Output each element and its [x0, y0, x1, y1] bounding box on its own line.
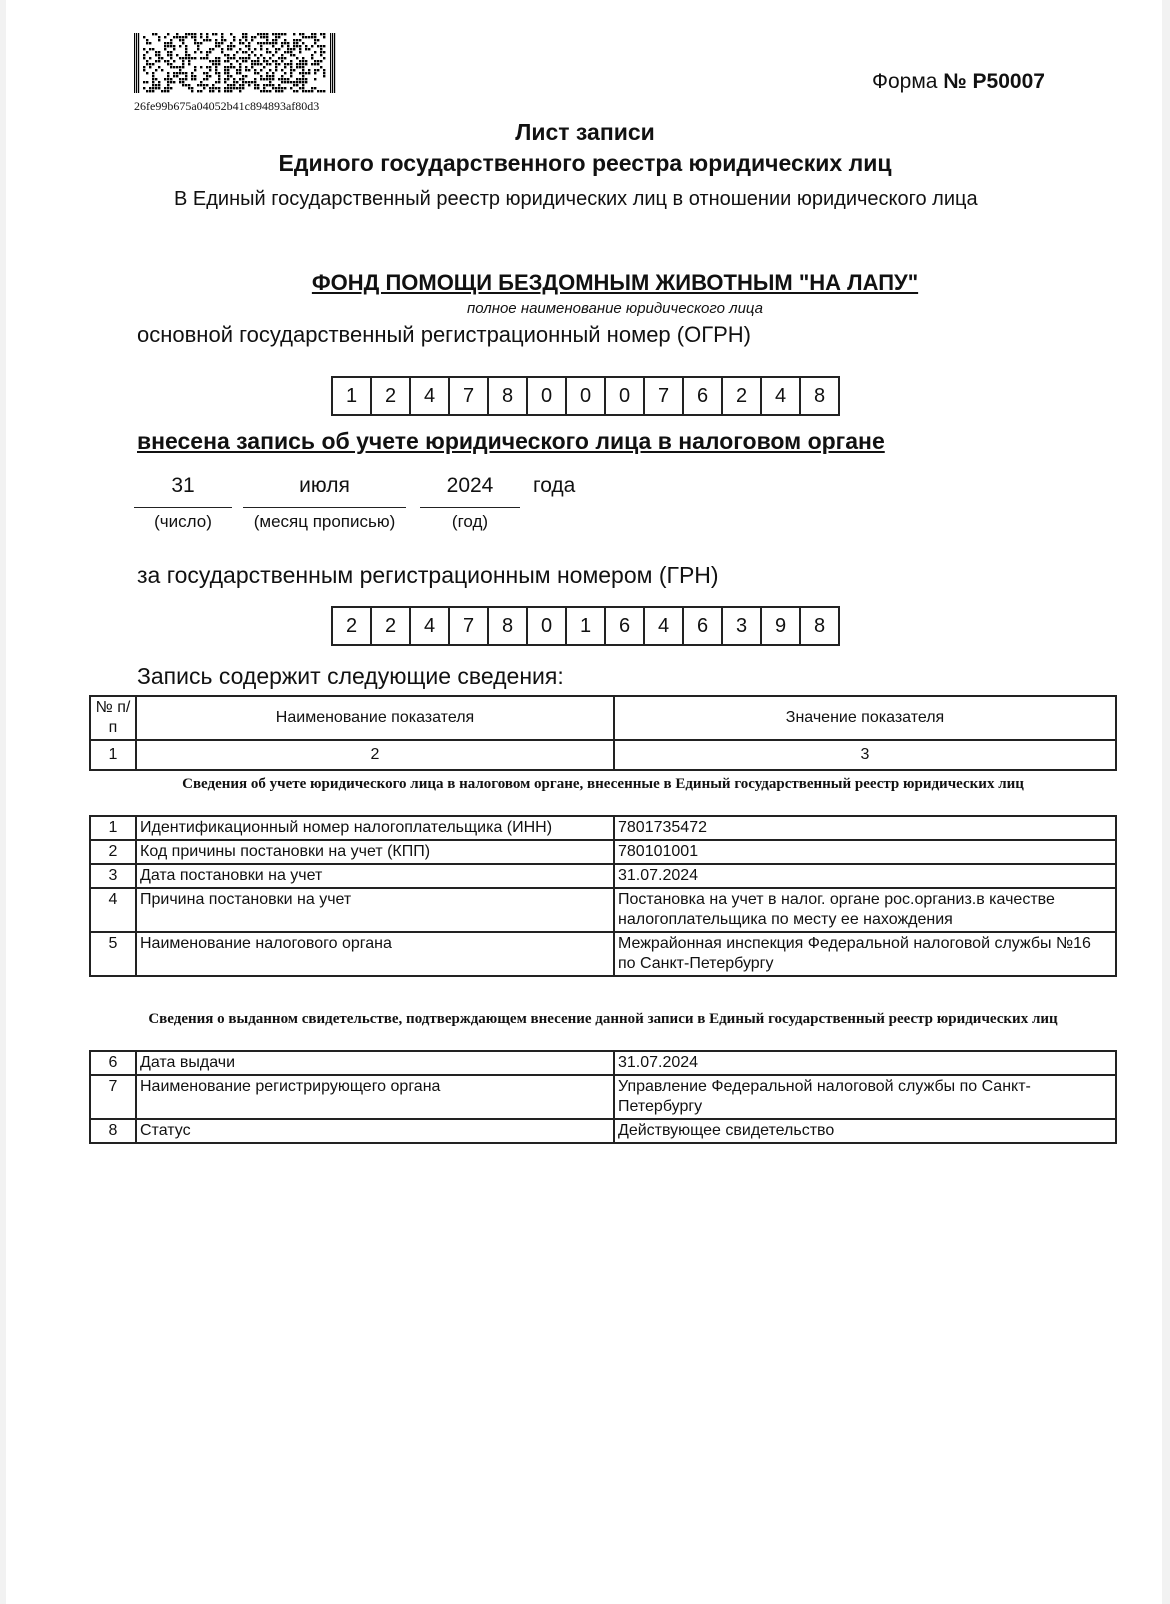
row-value: 31.07.2024 [614, 864, 1116, 888]
date-year-line [420, 507, 520, 508]
date-year: 2024 [446, 474, 494, 497]
row-number: 8 [90, 1119, 136, 1143]
digit-box: 8 [489, 376, 528, 416]
digit-box: 8 [801, 606, 840, 646]
row-value: 7801735472 [614, 816, 1116, 840]
digit-box: 7 [450, 376, 489, 416]
row-value: Управление Федеральной налоговой службы по Санкт-Петербургу [614, 1075, 1116, 1119]
row-name: Статус [136, 1119, 614, 1143]
row-value: Межрайонная инспекция Федеральной налоговой службы №16 по Санкт-Петербургу [614, 932, 1116, 976]
digit-box: 1 [567, 606, 606, 646]
section-certificate-title: Сведения о выданном свидетельстве, подтверждающем внесение данной записи в Единый государственный реестр юридических лиц [148, 1011, 1058, 1027]
table-row [90, 864, 1116, 888]
digit-box: 0 [528, 376, 567, 416]
row-name: Дата выдачи [136, 1051, 614, 1075]
digit-box: 7 [645, 376, 684, 416]
date-suffix: года [533, 474, 576, 497]
digit-box: 0 [528, 606, 567, 646]
organization-name: ФОНД ПОМОЩИ БЕЗДОМНЫМ ЖИВОТНЫМ "НА ЛАПУ" [311, 270, 919, 295]
row-number: 5 [90, 932, 136, 976]
grn-digit-boxes [331, 606, 840, 646]
info-table-header [89, 695, 1117, 771]
date-day-caption: (число) [154, 512, 212, 531]
form-code: № Р50007 [943, 70, 1045, 93]
form-number [872, 70, 1045, 94]
digit-box: 8 [801, 376, 840, 416]
digit-box: 8 [489, 606, 528, 646]
date-month: июля [299, 474, 350, 497]
row-name: Причина постановки на учет [136, 888, 614, 932]
grn-label: за государственным регистрационным номером (ГРН) [137, 562, 719, 588]
section-tax-title: Сведения об учете юридического лица в налоговом органе, внесенные в Единый государственный реестр юридических лиц [182, 776, 1024, 792]
row-value: Постановка на учет в налог. органе рос.организ.в качестве налогоплательщика по месту ее нахождения [614, 888, 1116, 932]
column-index-3: 3 [614, 740, 1116, 770]
digit-box: 9 [762, 606, 801, 646]
page-title: Лист записи [515, 119, 655, 145]
date-day-line [134, 507, 232, 508]
contains-label: Запись содержит следующие сведения: [137, 663, 564, 689]
digit-box: 4 [645, 606, 684, 646]
row-name: Код причины постановки на учет (КПП) [136, 840, 614, 864]
row-number: 2 [90, 840, 136, 864]
digit-box: 3 [723, 606, 762, 646]
section-tax-table [89, 815, 1117, 977]
digit-box: 0 [567, 376, 606, 416]
form-label: Форма [872, 70, 944, 93]
digit-box: 6 [684, 376, 723, 416]
digit-box: 2 [372, 606, 411, 646]
row-number: 1 [90, 816, 136, 840]
digit-box: 0 [606, 376, 645, 416]
row-number: 3 [90, 864, 136, 888]
date-year-caption: (год) [451, 512, 489, 531]
document-page [6, 0, 1162, 1604]
row-number: 6 [90, 1051, 136, 1075]
table-row [90, 888, 1116, 932]
digit-box: 2 [723, 376, 762, 416]
table-row [90, 1075, 1116, 1119]
column-number-header: № п/п [90, 696, 136, 740]
digit-box: 1 [333, 376, 372, 416]
row-name: Дата постановки на учет [136, 864, 614, 888]
table-row [90, 932, 1116, 976]
column-name-header: Наименование показателя [136, 696, 614, 740]
date-day: 31 [171, 474, 195, 497]
ogrn-label: основной государственный регистрационный номер (ОГРН) [137, 322, 752, 347]
intro-text: В Единый государственный реестр юридических лиц в отношении юридического лица [174, 188, 978, 210]
row-number: 4 [90, 888, 136, 932]
digit-box: 4 [411, 606, 450, 646]
row-value: 780101001 [614, 840, 1116, 864]
page-subtitle: Единого государственного реестра юридических лиц [278, 150, 892, 176]
date-month-line [243, 507, 406, 508]
digit-box: 2 [333, 606, 372, 646]
row-name: Наименование налогового органа [136, 932, 614, 976]
digit-box: 4 [411, 376, 450, 416]
digit-box: 2 [372, 376, 411, 416]
column-index-1: 1 [90, 740, 136, 770]
date-month-caption: (месяц прописью) [253, 512, 396, 531]
digit-box: 4 [762, 376, 801, 416]
row-value: Действующее свидетельство [614, 1119, 1116, 1143]
organization-caption: полное наименование юридического лица [466, 300, 764, 317]
table-row [90, 840, 1116, 864]
digit-box: 6 [606, 606, 645, 646]
ogrn-digit-boxes [331, 376, 840, 416]
column-value-header: Значение показателя [614, 696, 1116, 740]
document-hash: 26fe99b675a04052b41c894893af80d3 [134, 99, 320, 113]
column-index-2: 2 [136, 740, 614, 770]
record-heading: внесена запись об учете юридического лица в налоговом органе [137, 428, 885, 454]
digit-box: 6 [684, 606, 723, 646]
table-row [90, 816, 1116, 840]
table-row [90, 1051, 1116, 1075]
row-number: 7 [90, 1075, 136, 1119]
table-row [90, 1119, 1116, 1143]
row-name: Идентификационный номер налогоплательщика (ИНН) [136, 816, 614, 840]
barcode-image [134, 33, 336, 93]
row-name: Наименование регистрирующего органа [136, 1075, 614, 1119]
section-certificate-table [89, 1050, 1117, 1144]
row-value: 31.07.2024 [614, 1051, 1116, 1075]
digit-box: 7 [450, 606, 489, 646]
